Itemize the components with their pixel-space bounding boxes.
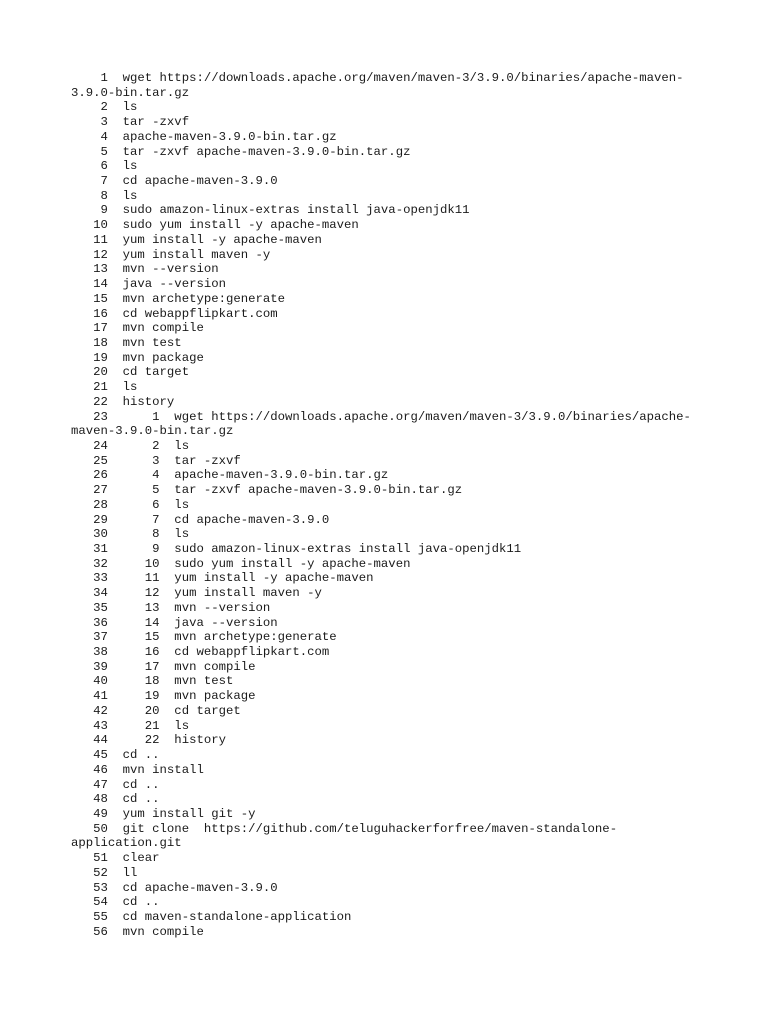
history-line: 43 21 ls xyxy=(71,718,190,733)
history-line: 8 ls xyxy=(71,188,138,203)
history-line: 4 apache-maven-3.9.0-bin.tar.gz xyxy=(71,129,337,144)
history-line: 31 9 sudo amazon-linux-extras install java-openjdk11 xyxy=(71,542,522,556)
history-line: 2 ls xyxy=(71,100,138,115)
history-line: 10 sudo yum install -y apache-maven xyxy=(71,218,359,233)
history-line: 12 yum install maven -y xyxy=(71,247,271,262)
history-line: 11 yum install -y apache-maven xyxy=(71,232,322,247)
command-history-text xyxy=(71,71,691,939)
history-line: application.git xyxy=(71,836,182,851)
history-line: 3 tar -zxvf xyxy=(71,115,190,130)
history-line: 53 cd apache-maven-3.9.0 xyxy=(71,880,278,895)
history-line: 14 java --version xyxy=(71,277,226,292)
history-line: 41 19 mvn package xyxy=(71,689,256,704)
history-line: 52 ll xyxy=(71,865,138,880)
history-line: 38 16 cd webappflipkart.com xyxy=(71,645,330,660)
history-line: 25 3 tar -zxvf xyxy=(71,453,241,468)
history-line: 27 5 tar -zxvf apache-maven-3.9.0-bin.tar.gz xyxy=(71,483,463,498)
history-line: 20 cd target xyxy=(71,365,190,380)
history-line: 33 11 yum install -y apache-maven xyxy=(71,571,374,586)
history-line: 5 tar -zxvf apache-maven-3.9.0-bin.tar.gz xyxy=(71,144,411,159)
history-line: 39 17 mvn compile xyxy=(71,659,256,674)
history-line: 1 wget https://downloads.apache.org/maven/maven-3/3.9.0/binaries/apache-maven- xyxy=(71,71,684,85)
history-line: 37 15 mvn archetype:generate xyxy=(71,630,337,645)
history-line: 45 cd .. xyxy=(71,748,160,763)
history-line: 51 clear xyxy=(71,851,160,866)
history-line: 13 mvn --version xyxy=(71,262,219,277)
history-line: 3.9.0-bin.tar.gz xyxy=(71,85,190,100)
history-line: 34 12 yum install maven -y xyxy=(71,586,322,601)
history-line: 32 10 sudo yum install -y apache-maven xyxy=(71,556,411,571)
history-line: 15 mvn archetype:generate xyxy=(71,291,286,306)
history-line: 40 18 mvn test xyxy=(71,674,234,689)
history-line: 46 mvn install xyxy=(71,762,204,777)
history-line: 55 cd maven-standalone-application xyxy=(71,909,352,924)
history-line: 47 cd .. xyxy=(71,777,160,792)
history-line: 24 2 ls xyxy=(71,438,190,453)
history-line: 17 mvn compile xyxy=(71,321,204,336)
history-line: 36 14 java --version xyxy=(71,615,278,630)
history-line: 22 history xyxy=(71,394,175,409)
history-line: 19 mvn package xyxy=(71,350,204,365)
history-line: 35 13 mvn --version xyxy=(71,600,271,615)
history-line: 26 4 apache-maven-3.9.0-bin.tar.gz xyxy=(71,468,389,483)
history-line: 42 20 cd target xyxy=(71,703,241,718)
history-line: 56 mvn compile xyxy=(71,924,204,939)
history-line: 44 22 history xyxy=(71,733,226,748)
history-line: 30 8 ls xyxy=(71,527,190,542)
history-line: 7 cd apache-maven-3.9.0 xyxy=(71,174,278,189)
history-line: 54 cd .. xyxy=(71,895,160,910)
history-line: 9 sudo amazon-linux-extras install java-openjdk11 xyxy=(71,203,470,218)
history-line: 28 6 ls xyxy=(71,497,190,512)
history-line: 23 1 wget https://downloads.apache.org/maven/maven-3/3.9.0/binaries/apache- xyxy=(71,409,691,424)
history-line: 16 cd webappflipkart.com xyxy=(71,306,278,321)
history-line: 49 yum install git -y xyxy=(71,806,256,821)
history-line: 50 git clone https://github.com/teluguhackerforfree/maven-standalone- xyxy=(71,821,618,836)
history-line: 29 7 cd apache-maven-3.9.0 xyxy=(71,512,330,527)
history-line: maven-3.9.0-bin.tar.gz xyxy=(71,424,234,439)
history-line: 21 ls xyxy=(71,380,138,395)
history-line: 48 cd .. xyxy=(71,792,160,807)
history-line: 18 mvn test xyxy=(71,335,182,350)
history-line: 6 ls xyxy=(71,159,138,174)
